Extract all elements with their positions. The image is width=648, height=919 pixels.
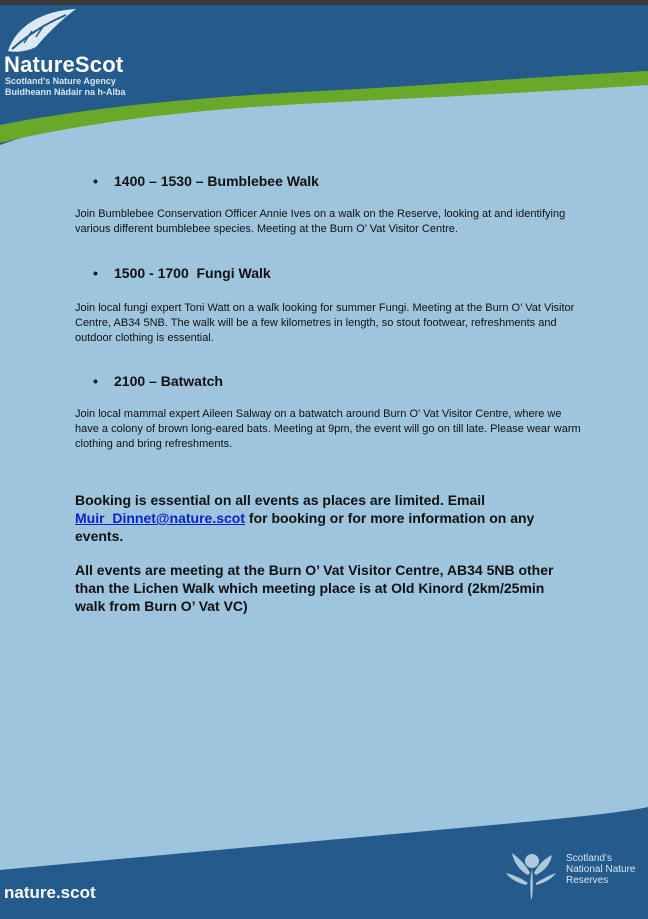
document-page [0,5,648,919]
meeting-note: All events are meeting at the Burn O’ Vat Visitor Centre, AB34 5NB other than the Lichen Walk which meeting place is at Old Kinord (2km/25min walk from Burn O’ Vat VC) [75,562,554,614]
event-title-text: 1500 - 1700 Fungi Walk [114,265,271,281]
event-description: Join Bumblebee Conservation Officer Annie Ives on a walk on the Reserve, looking at and identifying various different bumblebee species. Meeting at the Burn O’ Vat Visitor Centre. [75,208,566,235]
nnr-label-line: Reserves [566,875,609,886]
brand-tagline-gaelic: Buidheann Nàdair na h-Alba [5,87,126,97]
booking-text-before: Booking is essential on all events as places are limited. Email [75,492,486,508]
nnr-label [566,853,648,886]
event-description: Join local mammal expert Aileen Salway on a batwatch around Burn O’ Vat Visitor Centre, where we have a colony of brown long-eared bats. Meeting at 9pm, the event will go on till late. Please wear warm clothing and bring refreshments. [75,408,581,450]
event-title-text: 1400 – 1530 – Bumblebee Walk [114,173,319,189]
booking-text-after: for booking or for more information on any events. [75,510,535,544]
page-background [0,5,648,919]
event-title-text: 2100 – Batwatch [114,373,223,389]
event-description: Join local fungi expert Toni Watt on a walk looking for summer Fungi. Meeting at the Burn O’ Vat Visitor Centre, AB34 5NB. The walk will be a few kilometres in length, so stout footwear, refreshments and outdoor clothing is essential. [75,302,575,344]
booking-note [75,491,575,545]
brand-tagline-english: Scotland's Nature Agency [5,76,116,86]
nnr-label-line: National Nature [566,864,636,875]
bullet-icon: • [93,173,98,189]
booking-email-link[interactable]: Muir_Dinnet@nature.scot [75,510,246,526]
footer-url: nature.scot [4,883,96,902]
thistle-icon [502,845,560,903]
nnr-label-line: Scotland’s [566,853,612,864]
leaf-logo-icon [6,7,78,53]
brand-name: NatureScot [4,52,124,77]
bullet-icon: • [93,373,98,389]
bullet-icon: • [93,265,98,281]
